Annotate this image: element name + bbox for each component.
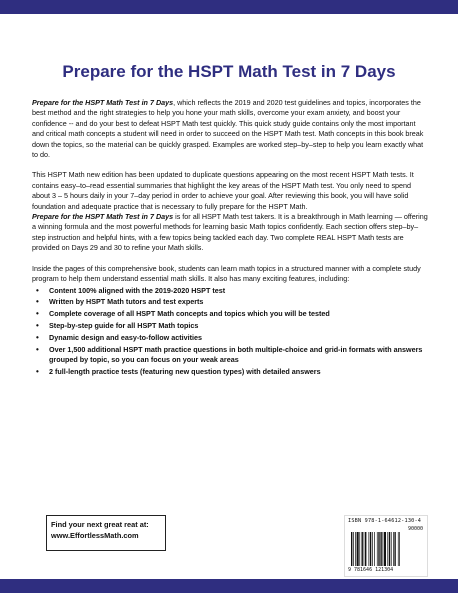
website-promo-box [46,515,166,551]
bullet-icon: • [36,309,39,319]
audience-paragraph-text: is for all HSPT Math test takers. It is a breakthrough in Math learning — offering a winning formula and the most powerful methods for learning basic Math topics confidently. Each section offers step–by–step instruction and helpful hints, with a few topics being tackled each day. Two complete REAL HSPT Math tests are provided on Days 29 and 30 to refine your Math skills. [32,212,428,253]
bullet-icon: • [36,297,39,307]
feature-text: Content 100% aligned with the 2019-2020 HSPT test [49,285,226,295]
features-list [32,286,429,378]
intro-paragraph [32,98,429,160]
barcode-digits: 9 781646 121304 [348,567,394,573]
promo-website: www.EffortlessMath.com [51,531,139,540]
edition-paragraph: This HSPT Math new edition has been updated to duplicate questions appearing on the most recent HSPT Math tests. It contains easy–to–read essential summaries that highlight the key areas of the HSPT Math test. You only need to spend about 3 – 5 hours daily in your 7–day period in order to achieve your goal. After reviewing this book, you will have solid foundation and adequate practice that is necessary to fully prepare for the HSPT Math. [32,170,414,211]
top-color-band [0,0,458,14]
feature-text: Written by HSPT Math tutors and test experts [49,297,204,307]
isbn-barcode [344,515,428,577]
audience-book-title: Prepare for the HSPT Math Test in 7 Days [32,212,174,222]
features-intro-paragraph: Inside the pages of this comprehensive book, students can learn math topics in a structured manner with a complete study program to help them understand essential math skills. It also has many exciting features, including: [32,263,421,284]
intro-book-title: Prepare for the HSPT Math Test in 7 Days [32,98,174,107]
feature-item [36,321,429,331]
bullet-icon: • [36,367,39,377]
barcode-bars-icon [351,532,421,566]
bullet-icon: • [36,333,39,343]
feature-item [36,333,429,343]
page-title: Prepare for the HSPT Math Test in 7 Days [62,62,396,81]
audience-paragraph [32,212,429,254]
price-code: 90000 [407,526,423,532]
feature-item [36,286,429,296]
feature-text: Over 1,500 additional HSPT math practice questions in both multiple-choice and grid-in formats with answers grouped by topic, so you can focus on your weak areas [49,345,423,365]
feature-item [36,297,429,307]
feature-text: 2 full-length practice tests (featuring new question types) with detailed answers [49,367,321,377]
feature-text: Dynamic design and easy-to-follow activities [49,333,202,343]
bullet-icon: • [36,321,39,331]
promo-heading: Find your next great reat at: [51,520,149,529]
bullet-icon: • [36,345,39,355]
bottom-color-band [0,579,458,593]
description-body [32,98,429,379]
feature-text: Complete coverage of all HSPT Math concepts and topics which you will be tested [49,309,330,319]
bullet-icon: • [36,285,39,295]
feature-text: Step-by-step guide for all HSPT Math topics [49,321,199,331]
feature-item [36,345,429,366]
feature-item [36,309,429,319]
feature-item [36,367,429,377]
isbn-number: ISBN 978-1-64612-130-4 [348,518,422,524]
intro-paragraph-text: , which reflects the 2019 and 2020 test guidelines and topics, incorporates the best method and the right strategies to help you hone your math skills, overcome your exam anxiety, and boost your confidence -- and do your best to defeat HSPT Math test quickly. This quick study guide contains only the most important and critical math concepts a student will need in order to succeed on the HSPT Math test. Math concepts in this book break down the topics, so the material can be quickly grasped. Examples are worked step–by–step to help you learn exactly what to do. [32,98,424,160]
